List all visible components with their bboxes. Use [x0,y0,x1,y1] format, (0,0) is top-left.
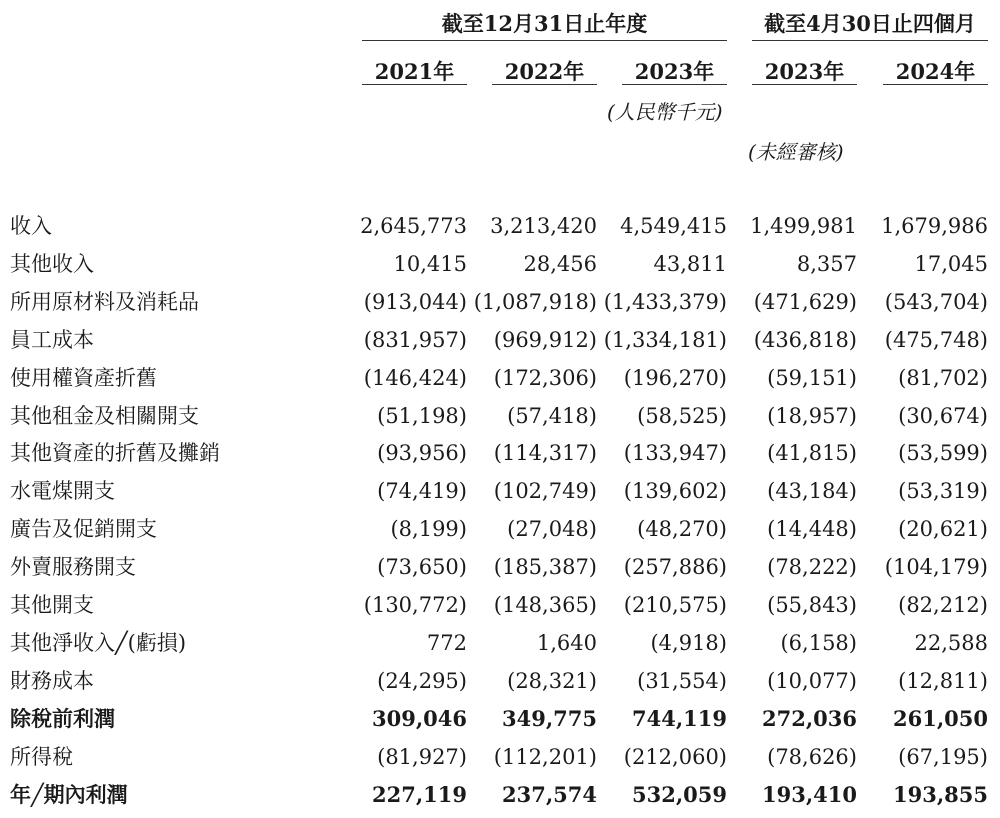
row-value: (257,886) [623,555,727,580]
row-label: 年╱期內利潤 [10,781,128,807]
row-value: (14,448) [767,517,857,542]
row-value: 309,046 [372,705,467,731]
table-row [0,743,1000,780]
unit-note: (人民幣千元) [607,100,723,124]
row-value: (82,212) [898,593,988,617]
row-value: 43,811 [653,251,727,276]
table-row [0,439,1000,476]
row-value: (24,295) [377,668,467,693]
row-label: 收入 [10,214,52,238]
row-value: 28,456 [523,251,597,276]
row-value: 744,119 [632,705,727,731]
row-value: (18,957) [767,403,857,428]
year-rule-2021 [362,84,467,85]
row-value: (58,525) [637,403,727,428]
row-value: (81,927) [377,744,467,769]
table-row [0,515,1000,552]
row-value: (130,772) [363,593,467,617]
row-value: (148,365) [493,593,597,617]
table-row [0,250,1000,287]
row-value: (78,626) [767,744,857,769]
row-value: (53,599) [898,441,988,466]
row-value: 772 [426,630,467,655]
table-row [0,553,1000,590]
row-label: 廣告及促銷開支 [10,517,157,542]
row-value: (41,815) [767,441,857,466]
row-label: 其他資產的折舊及攤銷 [10,441,220,466]
row-value: (67,195) [898,744,988,769]
row-value: (28,321) [507,668,597,693]
row-value: 532,059 [632,781,727,807]
header-interim: 截至4月30日止四個月 [764,11,976,36]
row-label: 外賣服務開支 [10,555,136,580]
row-value: (1,087,918) [473,289,597,314]
row-value: (10,077) [767,668,857,693]
header-interim-rule [752,40,988,41]
row-value: (471,629) [753,289,857,314]
row-value: (8,199) [390,517,467,542]
row-value: 261,050 [893,705,988,731]
row-value: (114,317) [493,441,597,466]
year-header-2023: 2023年 [634,59,715,84]
row-value: (185,387) [493,555,597,580]
year-header-2021: 2021年 [374,59,455,84]
row-label: 其他開支 [10,593,94,617]
row-value: (543,704) [884,289,988,314]
row-value: (31,554) [637,668,727,693]
row-value: 8,357 [796,251,857,276]
year-header-2023-interim: 2023年 [764,59,845,84]
row-label: 水電煤開支 [10,479,115,504]
table-row [0,629,1000,666]
row-value: (913,044) [363,289,467,314]
row-value: (146,424) [363,365,467,390]
table-row [0,477,1000,514]
row-value: (172,306) [493,365,597,390]
row-value: (1,334,181) [603,327,727,352]
row-value: (436,818) [753,327,857,352]
row-value: 4,549,415 [620,214,727,238]
row-value: (55,843) [767,593,857,617]
row-value: (59,151) [767,365,857,390]
row-value: (43,184) [767,479,857,504]
table-row [0,326,1000,363]
row-value: (4,918) [650,630,727,655]
year-header-2022: 2022年 [504,59,585,84]
row-value: (102,749) [493,479,597,504]
year-rule-2023 [622,84,727,85]
row-value: 1,499,981 [750,214,857,238]
row-value: 237,574 [502,781,597,807]
header-annual-rule [362,40,727,41]
row-value: 1,679,986 [881,214,988,238]
row-label: 除稅前利潤 [10,705,115,731]
row-value: (30,674) [898,403,988,428]
row-value: (20,621) [898,517,988,542]
row-value: 10,415 [393,251,467,276]
row-value: (6,158) [780,630,857,655]
unaudited-note: (未經審核) [748,140,844,164]
row-value: (81,702) [898,365,988,390]
row-value: (12,811) [898,668,988,693]
row-value: (475,748) [884,327,988,352]
year-rule-2023-interim [752,84,857,85]
row-label: 其他租金及相關開支 [10,403,199,428]
row-label: 所用原材料及消耗品 [10,289,199,314]
row-value: 2,645,773 [360,214,467,238]
row-value: (112,201) [493,744,597,769]
table-row [0,288,1000,325]
row-value: (104,179) [884,555,988,580]
row-value: (57,418) [507,403,597,428]
row-value: (51,198) [377,403,467,428]
row-label: 財務成本 [10,668,94,693]
row-label: 其他淨收入╱(虧損) [10,630,187,655]
table-row [0,781,1000,818]
row-value: 17,045 [914,251,988,276]
table-row [0,705,1000,742]
row-value: (53,319) [898,479,988,504]
row-value: (73,650) [377,555,467,580]
table-row [0,591,1000,628]
table-row [0,212,1000,249]
row-value: (93,956) [377,441,467,466]
row-value: 3,213,420 [490,214,597,238]
row-value: (1,433,379) [603,289,727,314]
row-value: (74,419) [377,479,467,504]
row-value: (210,575) [623,593,727,617]
row-label: 所得稅 [10,744,73,769]
row-value: 193,410 [762,781,857,807]
table-row [0,402,1000,439]
year-rule-2024-interim [883,84,988,85]
row-value: 193,855 [893,781,988,807]
row-value: (831,957) [363,327,467,352]
row-value: 1,640 [536,630,597,655]
row-value: 272,036 [762,705,857,731]
row-value: (969,912) [493,327,597,352]
row-value: (133,947) [623,441,727,466]
row-label: 員工成本 [10,327,94,352]
row-value: (48,270) [637,517,727,542]
row-value: (27,048) [507,517,597,542]
row-value: (212,060) [623,744,727,769]
row-label: 使用權資產折舊 [10,365,157,390]
row-value: 227,119 [372,781,467,807]
year-rule-2022 [492,84,597,85]
row-value: (196,270) [623,365,727,390]
row-value: 349,775 [502,705,597,731]
year-header-2024-interim: 2024年 [895,59,976,84]
table-row [0,364,1000,401]
row-value: (78,222) [767,555,857,580]
header-annual: 截至12月31日止年度 [441,11,648,36]
row-value: 22,588 [914,630,988,655]
table-row [0,667,1000,704]
row-label: 其他收入 [10,251,94,276]
row-value: (139,602) [623,479,727,504]
